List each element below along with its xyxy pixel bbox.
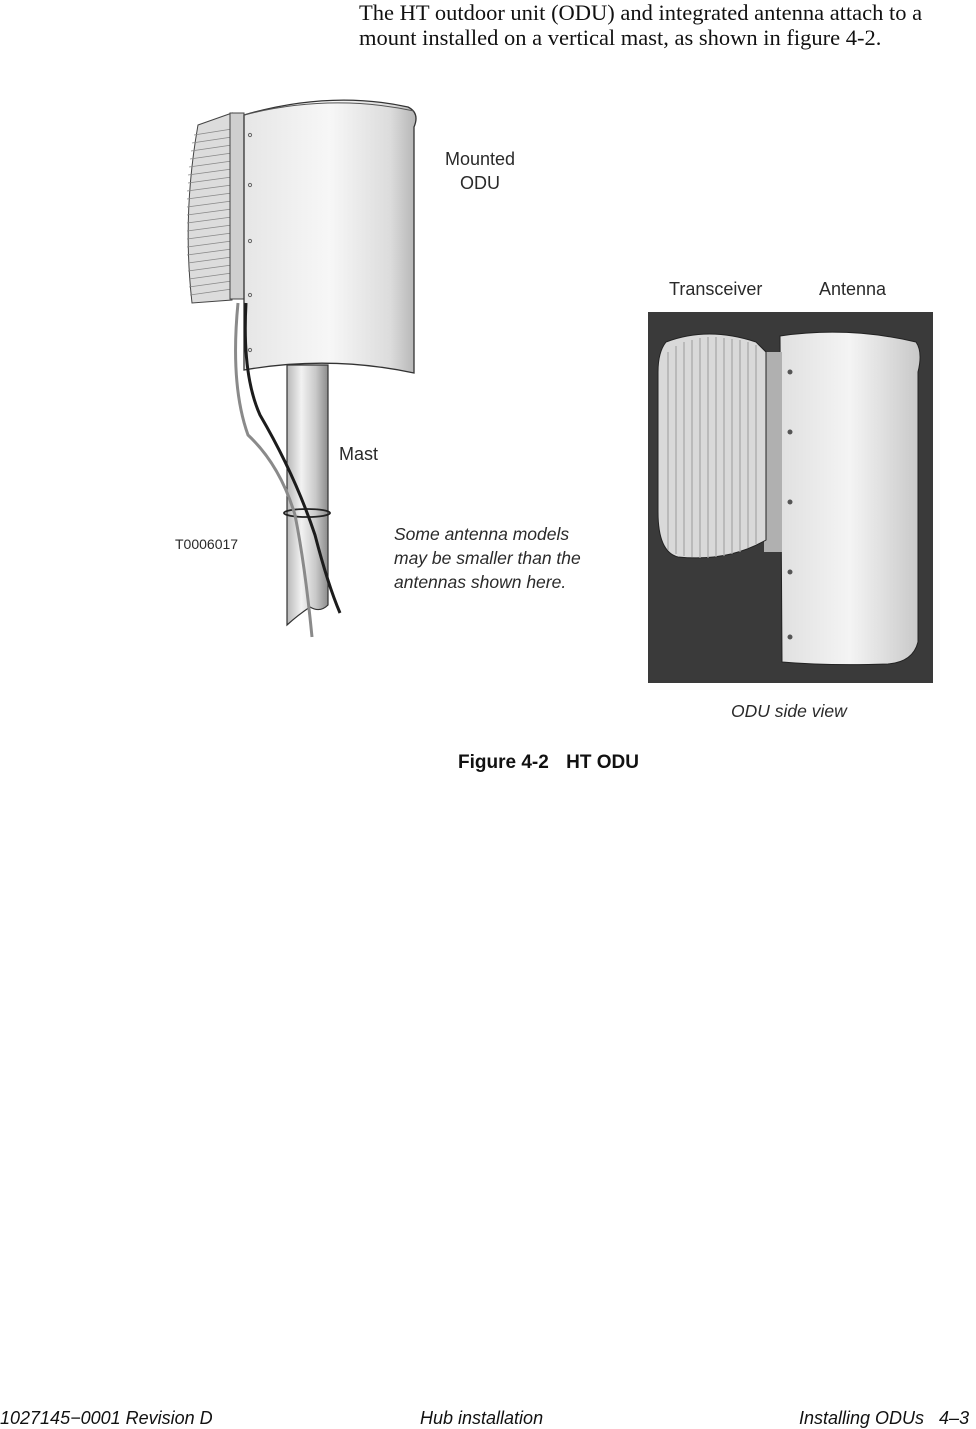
antenna-radome <box>244 100 416 373</box>
photo-antenna <box>780 332 920 665</box>
transceiver-fins <box>187 113 244 303</box>
footer-page: Installing ODUs 4–3 <box>799 1408 970 1428</box>
mounted-odu-illustration <box>170 85 430 645</box>
label-transceiver: Transceiver <box>669 279 763 299</box>
note-line-3: antennas shown here. <box>394 572 567 592</box>
label-antenna: Antenna <box>819 279 887 299</box>
intro-line-1: The HT outdoor unit (ODU) and integrated antenna attach to a <box>359 0 923 25</box>
label-mounted-line1: Mounted <box>444 149 516 169</box>
intro-paragraph <box>359 0 959 50</box>
footer-doc-id: 1027145−0001 Revision D <box>0 1408 213 1428</box>
note-line-1: Some antenna models <box>394 524 570 544</box>
figure-number: Figure 4-2 <box>458 752 549 773</box>
odu-side-view-photo <box>648 312 933 683</box>
photo-transceiver <box>658 334 766 558</box>
label-mounted-odu <box>430 147 530 195</box>
label-mounted-line2: ODU <box>460 173 500 193</box>
label-figure-id: T0006017 <box>175 536 239 552</box>
photo-caption: ODU side view <box>731 701 847 721</box>
figure-title: HT ODU <box>566 752 639 773</box>
note-line-2: may be smaller than the <box>394 548 581 568</box>
label-mast: Mast <box>339 444 379 464</box>
footer-section: Hub installation <box>420 1408 544 1428</box>
intro-line-2: mount installed on a vertical mast, as shown in figure 4-2. <box>359 25 882 50</box>
figure-caption <box>458 752 639 774</box>
note-antenna-size <box>394 522 581 594</box>
